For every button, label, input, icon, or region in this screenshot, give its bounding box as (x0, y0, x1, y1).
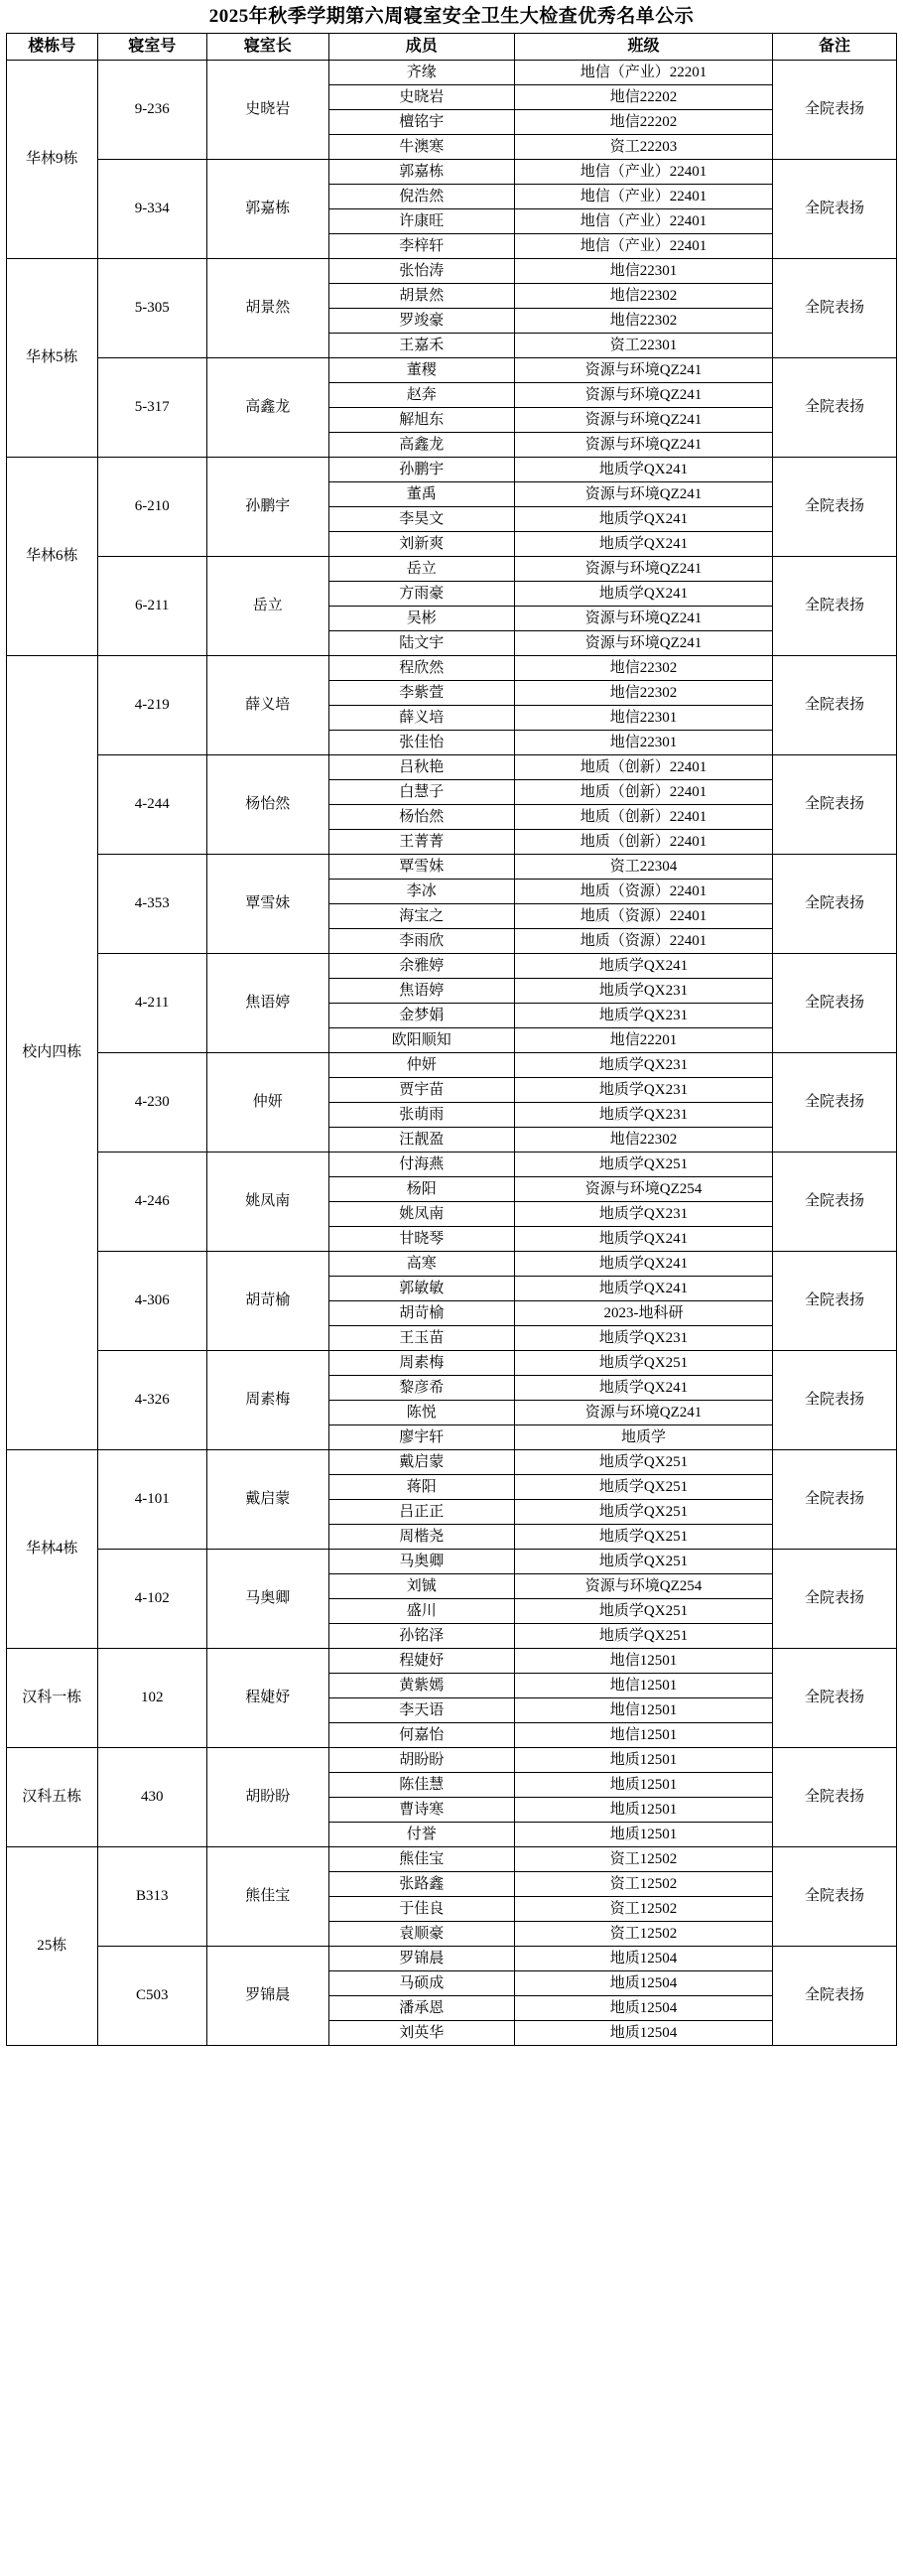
room-leader-cell: 焦语婷 (206, 953, 328, 1052)
remark-cell: 全院表扬 (773, 854, 897, 953)
member-name-cell: 甘晓琴 (328, 1226, 514, 1251)
remark-cell: 全院表扬 (773, 1846, 897, 1946)
building-cell: 汉科一栋 (7, 1648, 98, 1747)
member-name-cell: 陈悦 (328, 1400, 514, 1424)
building-cell: 华林5栋 (7, 258, 98, 457)
member-class-cell: 资源与环境QZ241 (514, 481, 772, 506)
member-name-cell: 海宝之 (328, 903, 514, 928)
member-class-cell: 地质12501 (514, 1772, 772, 1797)
member-class-cell: 资源与环境QZ241 (514, 357, 772, 382)
table-header (7, 33, 897, 60)
building-cell: 校内四栋 (7, 655, 98, 1449)
room-leader-cell: 周素梅 (206, 1350, 328, 1449)
member-name-cell: 袁顺豪 (328, 1921, 514, 1946)
member-name-cell: 周楷尧 (328, 1524, 514, 1549)
room-number-cell: B313 (97, 1846, 206, 1946)
table-row (7, 1846, 897, 1871)
member-name-cell: 付海燕 (328, 1152, 514, 1176)
room-leader-cell: 马奥卿 (206, 1549, 328, 1648)
member-class-cell: 地质学QX231 (514, 1003, 772, 1027)
column-header-room: 寝室号 (97, 33, 206, 60)
member-class-cell: 资源与环境QZ241 (514, 382, 772, 407)
column-header-remark: 备注 (773, 33, 897, 60)
member-name-cell: 程婕妤 (328, 1648, 514, 1673)
member-class-cell: 地信（产业）22401 (514, 184, 772, 208)
remark-cell: 全院表扬 (773, 754, 897, 854)
room-number-cell: 4-102 (97, 1549, 206, 1648)
member-class-cell: 地质12504 (514, 1970, 772, 1995)
member-class-cell: 地质学QX241 (514, 1226, 772, 1251)
room-number-cell: 4-211 (97, 953, 206, 1052)
member-class-cell: 地质学QX241 (514, 457, 772, 481)
room-number-cell: 4-219 (97, 655, 206, 754)
room-leader-cell: 熊佳宝 (206, 1846, 328, 1946)
room-leader-cell: 胡苛榆 (206, 1251, 328, 1350)
room-number-cell: 4-244 (97, 754, 206, 854)
member-class-cell: 地质学QX251 (514, 1623, 772, 1648)
member-name-cell: 曹诗寒 (328, 1797, 514, 1822)
member-name-cell: 李天语 (328, 1697, 514, 1722)
room-number-cell: C503 (97, 1946, 206, 2045)
remark-cell: 全院表扬 (773, 556, 897, 655)
member-class-cell: 地质学QX251 (514, 1549, 772, 1573)
member-class-cell: 2023-地科研 (514, 1300, 772, 1325)
member-name-cell: 刘新爽 (328, 531, 514, 556)
member-class-cell: 地信（产业）22201 (514, 60, 772, 84)
member-name-cell: 汪靓盈 (328, 1127, 514, 1152)
member-class-cell: 资工12502 (514, 1871, 772, 1896)
page-title: 2025年秋季学期第六周寝室安全卫生大检查优秀名单公示 (208, 6, 695, 27)
member-class-cell: 地质12504 (514, 1946, 772, 1970)
remark-cell: 全院表扬 (773, 1052, 897, 1152)
member-class-cell: 地质12504 (514, 1995, 772, 2020)
room-number-cell: 4-101 (97, 1449, 206, 1549)
member-name-cell: 金梦娟 (328, 1003, 514, 1027)
table-row (7, 953, 897, 978)
remark-cell: 全院表扬 (773, 1251, 897, 1350)
room-leader-cell: 薛义培 (206, 655, 328, 754)
building-cell: 华林9栋 (7, 60, 98, 258)
member-name-cell: 吕秋艳 (328, 754, 514, 779)
building-cell: 华林4栋 (7, 1449, 98, 1648)
member-name-cell: 于佳良 (328, 1896, 514, 1921)
member-name-cell: 陈佳慧 (328, 1772, 514, 1797)
member-name-cell: 孙铭泽 (328, 1623, 514, 1648)
room-leader-cell: 杨怡然 (206, 754, 328, 854)
member-name-cell: 覃雪妹 (328, 854, 514, 879)
member-name-cell: 王嘉禾 (328, 333, 514, 357)
member-class-cell: 资源与环境QZ241 (514, 432, 772, 457)
member-name-cell: 李梓轩 (328, 233, 514, 258)
member-name-cell: 王玉苗 (328, 1325, 514, 1350)
member-class-cell: 地质学QX251 (514, 1499, 772, 1524)
member-name-cell: 蒋阳 (328, 1474, 514, 1499)
member-class-cell: 地质12501 (514, 1797, 772, 1822)
member-class-cell: 地质12501 (514, 1822, 772, 1846)
member-name-cell: 方雨豪 (328, 581, 514, 606)
member-name-cell: 薛义培 (328, 705, 514, 730)
member-name-cell: 岳立 (328, 556, 514, 581)
remark-cell: 全院表扬 (773, 1946, 897, 2045)
member-name-cell: 何嘉怡 (328, 1722, 514, 1747)
member-name-cell: 胡苛榆 (328, 1300, 514, 1325)
member-name-cell: 潘承恩 (328, 1995, 514, 2020)
column-header-building: 楼栋号 (7, 33, 98, 60)
table-row (7, 1648, 897, 1673)
member-class-cell: 资工12502 (514, 1896, 772, 1921)
member-class-cell: 地信22302 (514, 680, 772, 705)
member-class-cell: 地质学 (514, 1424, 772, 1449)
member-name-cell: 付誉 (328, 1822, 514, 1846)
member-class-cell: 地质学QX231 (514, 978, 772, 1003)
room-leader-cell: 罗锦晨 (206, 1946, 328, 2045)
member-name-cell: 张怡涛 (328, 258, 514, 283)
member-class-cell: 资源与环境QZ241 (514, 556, 772, 581)
room-number-cell: 4-306 (97, 1251, 206, 1350)
member-name-cell: 杨阳 (328, 1176, 514, 1201)
building-cell: 汉科五栋 (7, 1747, 98, 1846)
member-class-cell: 地信12501 (514, 1673, 772, 1697)
member-class-cell: 地信12501 (514, 1648, 772, 1673)
table-row (7, 159, 897, 184)
room-number-cell: 4-353 (97, 854, 206, 953)
member-name-cell: 高寒 (328, 1251, 514, 1276)
remark-cell: 全院表扬 (773, 258, 897, 357)
member-class-cell: 地信22301 (514, 730, 772, 754)
member-class-cell: 地质学QX251 (514, 1524, 772, 1549)
member-name-cell: 白慧子 (328, 779, 514, 804)
building-cell: 华林6栋 (7, 457, 98, 655)
room-number-cell: 5-305 (97, 258, 206, 357)
room-number-cell: 430 (97, 1747, 206, 1846)
column-header-member: 成员 (328, 33, 514, 60)
member-name-cell: 齐缘 (328, 60, 514, 84)
member-class-cell: 地信22302 (514, 308, 772, 333)
member-name-cell: 李紫萱 (328, 680, 514, 705)
building-cell: 25栋 (7, 1846, 98, 2045)
room-number-cell: 4-230 (97, 1052, 206, 1152)
table-row (7, 258, 897, 283)
member-name-cell: 杨怡然 (328, 804, 514, 829)
member-name-cell: 胡景然 (328, 283, 514, 308)
member-name-cell: 许康旺 (328, 208, 514, 233)
room-number-cell: 9-236 (97, 60, 206, 159)
room-leader-cell: 程婕妤 (206, 1648, 328, 1747)
member-class-cell: 地质（创新）22401 (514, 754, 772, 779)
member-name-cell: 黄紫嫣 (328, 1673, 514, 1697)
room-leader-cell: 史晓岩 (206, 60, 328, 159)
member-class-cell: 资工22203 (514, 134, 772, 159)
table-row (7, 556, 897, 581)
member-class-cell: 地质学QX241 (514, 1251, 772, 1276)
member-name-cell: 胡盼盼 (328, 1747, 514, 1772)
member-name-cell: 檀铭宇 (328, 109, 514, 134)
member-class-cell: 地信22202 (514, 109, 772, 134)
member-name-cell: 张路鑫 (328, 1871, 514, 1896)
remark-cell: 全院表扬 (773, 1350, 897, 1449)
table-body (7, 60, 897, 2045)
member-class-cell: 资工12502 (514, 1921, 772, 1946)
member-name-cell: 熊佳宝 (328, 1846, 514, 1871)
member-class-cell: 地质（资源）22401 (514, 903, 772, 928)
member-class-cell: 资工22304 (514, 854, 772, 879)
remark-cell: 全院表扬 (773, 1549, 897, 1648)
remark-cell: 全院表扬 (773, 159, 897, 258)
member-name-cell: 刘铖 (328, 1573, 514, 1598)
member-name-cell: 欧阳顺知 (328, 1027, 514, 1052)
member-name-cell: 余雅婷 (328, 953, 514, 978)
column-header-leader: 寝室长 (206, 33, 328, 60)
room-number-cell: 4-326 (97, 1350, 206, 1449)
remark-cell: 全院表扬 (773, 1449, 897, 1549)
member-name-cell: 廖宇轩 (328, 1424, 514, 1449)
column-header-class: 班级 (514, 33, 772, 60)
remark-cell: 全院表扬 (773, 953, 897, 1052)
table-row (7, 1350, 897, 1375)
member-name-cell: 黎彦希 (328, 1375, 514, 1400)
member-name-cell: 张佳怡 (328, 730, 514, 754)
member-class-cell: 地信22301 (514, 705, 772, 730)
member-name-cell: 罗竣豪 (328, 308, 514, 333)
member-class-cell: 资工22301 (514, 333, 772, 357)
member-name-cell: 姚凤南 (328, 1201, 514, 1226)
remark-cell: 全院表扬 (773, 1747, 897, 1846)
member-name-cell: 董禹 (328, 481, 514, 506)
member-name-cell: 董稷 (328, 357, 514, 382)
member-name-cell: 吕正正 (328, 1499, 514, 1524)
member-class-cell: 地质12504 (514, 2020, 772, 2045)
room-leader-cell: 岳立 (206, 556, 328, 655)
remark-cell: 全院表扬 (773, 1152, 897, 1251)
member-name-cell: 牛澳寒 (328, 134, 514, 159)
remark-cell: 全院表扬 (773, 457, 897, 556)
room-leader-cell: 胡盼盼 (206, 1747, 328, 1846)
room-number-cell: 6-211 (97, 556, 206, 655)
member-class-cell: 地信22302 (514, 283, 772, 308)
member-class-cell: 地质学QX231 (514, 1325, 772, 1350)
table-row (7, 1946, 897, 1970)
member-name-cell: 张萌雨 (328, 1102, 514, 1127)
member-class-cell: 地质学QX241 (514, 1276, 772, 1300)
member-class-cell: 地质学QX251 (514, 1449, 772, 1474)
member-name-cell: 仲妍 (328, 1052, 514, 1077)
member-class-cell: 地信22202 (514, 84, 772, 109)
member-name-cell: 王菁菁 (328, 829, 514, 854)
member-class-cell: 地质（资源）22401 (514, 928, 772, 953)
member-class-cell: 地质学QX241 (514, 506, 772, 531)
member-class-cell: 地质学QX251 (514, 1152, 772, 1176)
member-class-cell: 地信（产业）22401 (514, 233, 772, 258)
member-class-cell: 地信（产业）22401 (514, 159, 772, 184)
member-name-cell: 戴启蒙 (328, 1449, 514, 1474)
member-name-cell: 罗锦晨 (328, 1946, 514, 1970)
member-class-cell: 地质学QX231 (514, 1201, 772, 1226)
room-leader-cell: 胡景然 (206, 258, 328, 357)
room-leader-cell: 孙鹏宇 (206, 457, 328, 556)
member-class-cell: 地质学QX241 (514, 531, 772, 556)
member-name-cell: 刘英华 (328, 2020, 514, 2045)
room-leader-cell: 覃雪妹 (206, 854, 328, 953)
table-row (7, 1052, 897, 1077)
room-number-cell: 6-210 (97, 457, 206, 556)
room-leader-cell: 仲妍 (206, 1052, 328, 1152)
member-class-cell: 地信（产业）22401 (514, 208, 772, 233)
table-row (7, 1449, 897, 1474)
room-leader-cell: 高鑫龙 (206, 357, 328, 457)
member-class-cell: 地质学QX231 (514, 1102, 772, 1127)
table-row (7, 457, 897, 481)
room-number-cell: 4-246 (97, 1152, 206, 1251)
room-leader-cell: 姚凤南 (206, 1152, 328, 1251)
member-class-cell: 资源与环境QZ241 (514, 1400, 772, 1424)
member-class-cell: 地质学QX241 (514, 953, 772, 978)
member-class-cell: 地质学QX251 (514, 1350, 772, 1375)
member-name-cell: 赵奔 (328, 382, 514, 407)
member-class-cell: 地信22302 (514, 1127, 772, 1152)
member-class-cell: 资源与环境QZ241 (514, 630, 772, 655)
table-row (7, 655, 897, 680)
member-class-cell: 地质学QX241 (514, 1375, 772, 1400)
member-name-cell: 郭嘉栋 (328, 159, 514, 184)
member-name-cell: 马奥卿 (328, 1549, 514, 1573)
member-class-cell: 地质学QX241 (514, 581, 772, 606)
member-class-cell: 地质（创新）22401 (514, 829, 772, 854)
remark-cell: 全院表扬 (773, 60, 897, 159)
member-name-cell: 程欣然 (328, 655, 514, 680)
table-header-row (7, 33, 897, 60)
member-class-cell: 地信22301 (514, 258, 772, 283)
table-row (7, 1549, 897, 1573)
member-name-cell: 马硕成 (328, 1970, 514, 1995)
table-row (7, 854, 897, 879)
member-name-cell: 盛川 (328, 1598, 514, 1623)
member-name-cell: 李昊文 (328, 506, 514, 531)
member-class-cell: 地信12501 (514, 1722, 772, 1747)
member-name-cell: 史晓岩 (328, 84, 514, 109)
remark-cell: 全院表扬 (773, 655, 897, 754)
member-class-cell: 资源与环境QZ241 (514, 407, 772, 432)
member-class-cell: 资源与环境QZ254 (514, 1573, 772, 1598)
member-class-cell: 地质学QX231 (514, 1052, 772, 1077)
room-leader-cell: 戴启蒙 (206, 1449, 328, 1549)
member-name-cell: 高鑫龙 (328, 432, 514, 457)
member-name-cell: 孙鹏宇 (328, 457, 514, 481)
member-class-cell: 地信22201 (514, 1027, 772, 1052)
member-class-cell: 地质（创新）22401 (514, 779, 772, 804)
member-class-cell: 地质（创新）22401 (514, 804, 772, 829)
table-row (7, 1251, 897, 1276)
dorm-inspection-table (6, 33, 897, 2046)
room-number-cell: 102 (97, 1648, 206, 1747)
member-class-cell: 地信12501 (514, 1697, 772, 1722)
room-number-cell: 9-334 (97, 159, 206, 258)
member-name-cell: 李雨欣 (328, 928, 514, 953)
remark-cell: 全院表扬 (773, 357, 897, 457)
member-class-cell: 资工12502 (514, 1846, 772, 1871)
member-class-cell: 资源与环境QZ254 (514, 1176, 772, 1201)
member-name-cell: 李冰 (328, 879, 514, 903)
room-number-cell: 5-317 (97, 357, 206, 457)
member-class-cell: 地质学QX251 (514, 1474, 772, 1499)
member-class-cell: 地质（资源）22401 (514, 879, 772, 903)
member-name-cell: 陆文宇 (328, 630, 514, 655)
member-name-cell: 郭敏敏 (328, 1276, 514, 1300)
table-row (7, 1152, 897, 1176)
member-name-cell: 倪浩然 (328, 184, 514, 208)
table-row (7, 60, 897, 84)
member-name-cell: 解旭东 (328, 407, 514, 432)
member-class-cell: 地质学QX231 (514, 1077, 772, 1102)
table-row (7, 754, 897, 779)
member-class-cell: 资源与环境QZ241 (514, 606, 772, 630)
member-name-cell: 吴彬 (328, 606, 514, 630)
member-name-cell: 焦语婷 (328, 978, 514, 1003)
member-class-cell: 地质学QX251 (514, 1598, 772, 1623)
member-class-cell: 地信22302 (514, 655, 772, 680)
table-row (7, 357, 897, 382)
member-name-cell: 周素梅 (328, 1350, 514, 1375)
table-row (7, 1747, 897, 1772)
member-name-cell: 贾宇苗 (328, 1077, 514, 1102)
room-leader-cell: 郭嘉栋 (206, 159, 328, 258)
remark-cell: 全院表扬 (773, 1648, 897, 1747)
member-class-cell: 地质12501 (514, 1747, 772, 1772)
